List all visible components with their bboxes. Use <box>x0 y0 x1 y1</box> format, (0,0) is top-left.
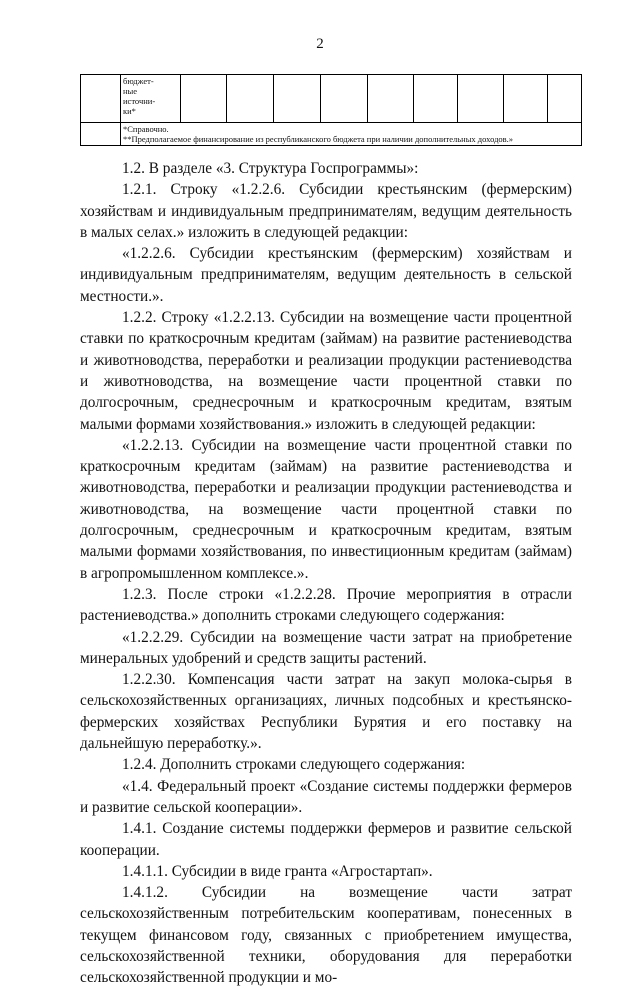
table-cell <box>321 75 368 123</box>
paragraph: 1.2.2.30. Компенсация части затрат на закуп молока-сырья в сельскохозяйственных организациях, личных подсобных и крестьянско-фермерских хозяйствах Республики Бурятия и его поставку на дальнейшую переработку.». <box>80 671 572 753</box>
budget-source-cell <box>121 75 181 123</box>
paragraph: 1.2.3. После строки «1.2.2.28. Прочие мероприятия в отрасли растениеводства.» дополнить строками следующего содержания: <box>80 585 572 625</box>
table-row <box>81 75 582 123</box>
paragraph: 1.4.1.2. Субсидии на возмещение части затрат сельскохозяйственным потребительским кооперативам, понесенных в текущем финансовом году, связанных с приобретением имущества, сельскохозяйственной техники, оборудования для переработки сельскохозяйственной продукции и мо- <box>80 884 572 987</box>
paragraph: «1.2.2.6. Субсидии крестьянским (фермерским) хозяйствам и индивидуальным предпринимателям, ведущим деятельность в сельской местности.». <box>80 245 572 305</box>
table-cell <box>504 75 548 123</box>
paragraph: «1.4. Федеральный проект «Создание системы поддержки фермеров и развитие сельской кооперации». <box>80 777 572 816</box>
table-cell <box>81 123 121 146</box>
document-body <box>80 158 572 989</box>
note-planned-financing: **Предполагаемое финансирование из республиканского бюджета при наличии дополнительных доходов.» <box>123 134 514 144</box>
table-notes <box>121 123 582 146</box>
budget-table-fragment <box>80 74 582 146</box>
paragraph: «1.2.2.13. Субсидии на возмещение части процентной ставки по краткосрочным кредитам (займам) на развитие растениеводства и животноводства, переработки и реализации продукции растениеводства и животноводства, на возмещение части процентной ставки по долгосрочным, среднесрочным и краткосрочным кредитам, взятым малыми формами хозяйствования, по инвестиционным кредитам (займам) в агропромышленном комплексе.». <box>80 436 572 582</box>
table-cell <box>548 75 582 123</box>
table-cell <box>274 75 321 123</box>
table-cell <box>81 75 121 123</box>
table-cell <box>458 75 504 123</box>
paragraph: 1.2.1. Строку «1.2.2.6. Субсидии крестьянским (фермерским) хозяйствам и индивидуальным предпринимателям, ведущим деятельность в малых селах.» изложить в следующей редакции: <box>80 181 572 241</box>
budget-source-label: бюджет- ные источни- ки* <box>123 76 156 116</box>
paragraph: 1.2.2. Строку «1.2.2.13. Субсидии на возмещение части процентной ставки по краткосрочным кредитам (займам) на развитие растениеводства и животноводства, переработки и реализации продукции растениеводства и животноводства, на возмещение части процентной ставки по долгосрочным, среднесрочным и краткосрочным кредитам, взятым малыми формами хозяйствования.» изложить в следующей редакции: <box>80 309 572 433</box>
paragraph: 1.2. В разделе «3. Структура Госпрограммы»: <box>122 160 419 177</box>
paragraph: 1.4.1. Создание системы поддержки фермеров и развитие сельской кооперации. <box>80 820 572 859</box>
page-number: 2 <box>316 36 324 52</box>
note-reference: *Справочно. <box>123 124 169 134</box>
table-note-row <box>81 123 582 146</box>
paragraph: 1.2.4. Дополнить строками следующего содержания: <box>122 756 466 774</box>
table-cell <box>227 75 274 123</box>
table-cell <box>414 75 458 123</box>
table-cell <box>181 75 227 123</box>
paragraph: 1.4.1.1. Субсидии в виде гранта «Агростартап». <box>122 862 433 880</box>
table-cell <box>368 75 414 123</box>
paragraph: «1.2.2.29. Субсидии на возмещение части затрат на приобретение минеральных удобрений и средств защиты растений. <box>80 628 572 667</box>
